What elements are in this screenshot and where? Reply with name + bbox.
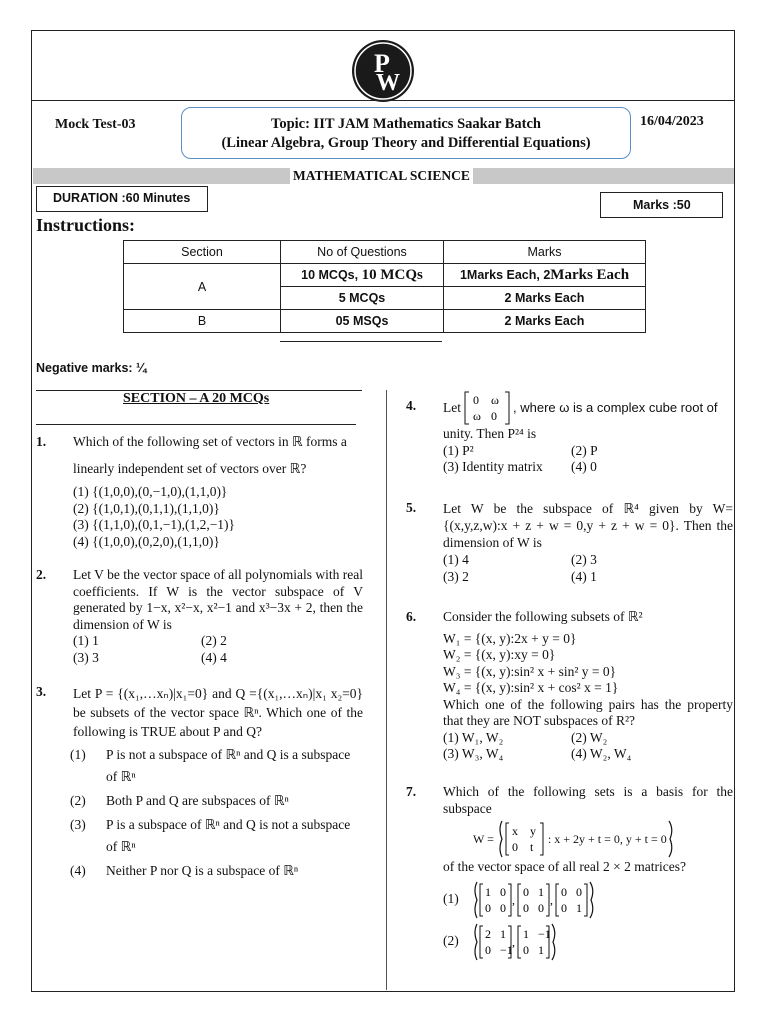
basis-matrix (480, 926, 513, 958)
option[interactable]: (1) {(1,0,0),(0,−1,0),(1,1,0)} (73, 484, 228, 499)
question-number: 4. (406, 398, 417, 413)
option[interactable]: (1) P² (443, 442, 474, 458)
question-text: Let W be the subspace of ℝ⁴ given by W={(x,y,z,w):x + z + w = 0,y + z + w = 0}. Then the dimension of W is (443, 501, 733, 550)
w-matrix (496, 819, 548, 859)
matrix-entry: 1 (523, 926, 529, 941)
svg-text:0: 0 (511, 840, 518, 854)
option[interactable]: (3) 3 (73, 649, 99, 665)
matrix-entry: 0 (500, 900, 506, 915)
table-cell-questions: 10 MCQs, 10 MCQs (281, 264, 444, 287)
subspace-w (473, 819, 733, 859)
question-text: , where ω is a complex cube root of (513, 399, 718, 415)
option[interactable]: (1) 1 (73, 633, 99, 648)
column-divider (386, 390, 387, 990)
table-cell-marks: 2 Marks Each (444, 310, 646, 333)
matrix-entry: 0 (561, 884, 567, 899)
question-2 (73, 567, 363, 666)
question-5 (443, 500, 733, 585)
header-divider (32, 100, 734, 101)
table-header: Section (124, 241, 281, 264)
question-text: Which of the following sets is a basis for the subspace (443, 784, 733, 816)
table-cell-marks: 1Marks Each, 2Marks Each (444, 264, 646, 287)
table-header: No of Questions (281, 241, 444, 264)
question-text: Let (443, 399, 461, 415)
option[interactable]: (4) {(1,0,0),(0,2,0),(1,1,0)} (73, 533, 220, 549)
option-2-matrices (471, 922, 621, 962)
matrix-entry: 1 (576, 900, 582, 915)
sections-table (123, 240, 646, 333)
table-cell-questions: 5 MCQs (281, 287, 444, 310)
option[interactable]: (3) {(1,1,0),(0,1,−1),(1,2,−1)} (73, 517, 236, 532)
svg-text:t: t (529, 840, 534, 854)
table-cell-questions: 05 MSQs (281, 310, 444, 333)
question-3 (73, 684, 363, 741)
question-text: Which one of the following pairs has the property that they are NOT subspaces of R²? (443, 696, 733, 728)
option[interactable]: (3) Identity matrix (443, 459, 543, 474)
brace-right (667, 819, 677, 859)
matrix-entry: 1 (538, 942, 544, 957)
negative-marks: Negative marks: ¼ (36, 361, 147, 375)
matrix-entry: 0 (500, 884, 506, 899)
topic-line-2: (Linear Algebra, Group Theory and Differential Equations) (221, 135, 591, 151)
svg-text:P: P (374, 49, 390, 78)
subject-title: MATHEMATICAL SCIENCE (290, 168, 473, 184)
question-text: of the vector space of all real 2 × 2 matrices? (443, 859, 686, 874)
matrix-entry: 0 (576, 884, 582, 899)
option[interactable]: (3) 2 (443, 569, 469, 584)
option[interactable]: (4) W₂, W₄ (571, 746, 632, 761)
matrix-entry: −1 (500, 942, 513, 957)
table-cell-section: A (124, 264, 281, 310)
question-number: 3. (36, 684, 47, 699)
section-rule-bottom (36, 424, 356, 425)
matrix-entry: 0 (523, 942, 529, 957)
svg-text:ω: ω (473, 409, 481, 423)
basis-matrix (518, 884, 549, 916)
set-definition: W₂ = {(x, y):xy = 0} (443, 647, 556, 662)
basis-matrix (518, 926, 551, 958)
question-text: Which of the following set of vectors in ℝ forms a (73, 434, 347, 449)
question-number: 5. (406, 500, 417, 515)
table-cell-marks: 2 Marks Each (444, 287, 646, 310)
separator-comma: , (512, 892, 515, 907)
question-4 (443, 390, 733, 476)
option[interactable]: (2) {(1,0,1),(0,1,1),(1,1,0)} (73, 500, 220, 516)
question-number: 6. (406, 609, 417, 624)
matrix-entry: 0 (485, 942, 491, 957)
question-number: 7. (406, 784, 417, 799)
question-text: Let V be the vector space of all polynomials with real coefficients. If W is the vector subspace of V generated by 1−x, x²−x, x²−1 and x³−3x + 2, then the dimension of W is (73, 567, 363, 632)
basis-matrix (556, 884, 587, 916)
question-text: Let P = {(x₁,…xₙ)|x₁=0} and Q ={(x₁,…xₙ)|x₁ x₂=0} be subsets of the vector space ℝⁿ. Which one of the following is TRUE about P and Q? (73, 686, 363, 739)
option[interactable]: (3) P is a subspace of ℝⁿ and Q is not a subspace of ℝⁿ (70, 817, 351, 854)
option[interactable]: (4) 1 (571, 569, 597, 584)
option[interactable]: (2) P (571, 442, 598, 458)
svg-text:x: x (511, 824, 518, 838)
option[interactable]: (4) Neither P nor Q is a subspace of ℝⁿ (70, 863, 299, 878)
separator-comma: , (512, 934, 515, 949)
question-7 (443, 784, 733, 962)
matrix-entry: 0 (523, 884, 529, 899)
set-definition: W₁ = {(x, y):2x + y = 0} (443, 630, 577, 646)
basis-matrix (480, 884, 511, 916)
matrix-entry: 1 (500, 926, 506, 941)
option[interactable]: (2) Both P and Q are subspaces of ℝⁿ (70, 793, 289, 808)
svg-text:0: 0 (491, 409, 497, 423)
matrix-entry: 2 (485, 926, 491, 941)
matrix-entry: 0 (523, 900, 529, 915)
option[interactable]: (1) W₁, W₂ (443, 729, 504, 745)
set-definition: W₄ = {(x, y):sin² x + cos² x = 1} (443, 680, 619, 695)
duration-box: DURATION :60 Minutes (36, 186, 208, 212)
question-6 (443, 609, 733, 763)
svg-text:y: y (529, 824, 536, 838)
option[interactable]: (4) 4 (201, 649, 227, 665)
test-date: 16/04/2023 (640, 114, 704, 129)
section-title: SECTION – A 20 MCQs (123, 391, 270, 406)
option-1-matrices (471, 880, 621, 920)
option[interactable]: (2) 3 (571, 552, 597, 567)
instructions-heading: Instructions: (36, 215, 136, 235)
matrix-entry: 1 (538, 884, 544, 899)
matrix-entry: 1 (485, 884, 491, 899)
svg-text:ω: ω (491, 393, 499, 407)
matrix-p (463, 390, 511, 426)
w-condition: : x + 2y + t = 0, y + t = 0 (547, 831, 667, 846)
mock-test-label: Mock Test-03 (55, 117, 136, 132)
option[interactable]: (2) W₂ (571, 729, 608, 745)
w-label: W = (473, 831, 494, 846)
matrix-entry: 0 (485, 900, 491, 915)
matrix-entry: −1 (538, 926, 551, 941)
question-text: unity. Then P²⁴ is (443, 426, 537, 441)
option[interactable]: (1) P is not a subspace of ℝⁿ and Q is a subspace of ℝⁿ (70, 747, 351, 784)
matrix-entry: 0 (538, 900, 544, 915)
question-1 (73, 434, 363, 550)
table-header: Marks (444, 241, 646, 264)
set-definition: W₃ = {(x, y):sin² x + sin² y = 0} (443, 663, 617, 679)
option[interactable]: (1) 4 (443, 552, 469, 567)
question-text: linearly independent set of vectors over ℝ? (73, 460, 307, 476)
marks-box: Marks :50 (600, 192, 723, 218)
matrix-entry: 0 (561, 900, 567, 915)
option[interactable]: (1) 1 0 0 0 , 0 1 0 0 , 0 0 0 1 (443, 880, 733, 920)
svg-text:0: 0 (473, 393, 479, 407)
subject-band (33, 168, 734, 184)
option[interactable]: (4) 0 (571, 459, 597, 474)
question-text: Consider the following subsets of ℝ² (443, 609, 643, 624)
table-underline (280, 341, 442, 342)
topic-line-1: Topic: IIT JAM Mathematics Saakar Batch (270, 116, 541, 132)
question-3-options (70, 744, 365, 882)
topic-box (181, 107, 631, 159)
option[interactable]: (2) 2 1 0 −1 , 1 −1 0 1 (443, 922, 733, 962)
option[interactable]: (3) W₃, W₄ (443, 746, 504, 761)
pw-logo (352, 40, 414, 102)
separator-comma: , (550, 892, 553, 907)
option[interactable]: (2) 2 (201, 633, 227, 648)
table-cell-section: B (124, 310, 281, 333)
question-number: 2. (36, 567, 47, 582)
svg-text:W: W (376, 70, 400, 96)
question-number: 1. (36, 434, 47, 449)
